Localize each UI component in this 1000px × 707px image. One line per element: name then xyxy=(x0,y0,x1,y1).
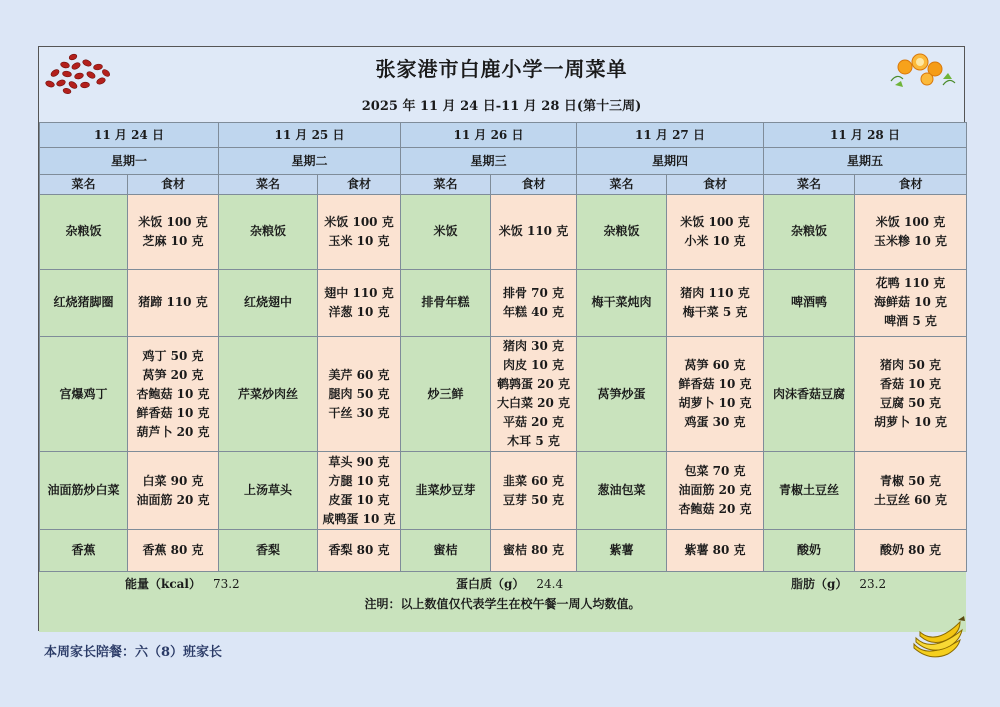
dish-cell: 红烧猪脚圈 xyxy=(40,269,128,336)
dish-cell: 米饭 xyxy=(401,195,491,269)
ingredient-item: 年糕 40 克 xyxy=(502,304,565,319)
fat-label: 脂肪（g） xyxy=(791,577,848,591)
meal-row xyxy=(40,529,967,571)
ingredient-cell xyxy=(491,452,577,529)
column-header-row xyxy=(40,175,967,195)
ingredient-item: 洋葱 10 克 xyxy=(328,304,390,319)
protein-value: 24.4 xyxy=(536,577,564,591)
ingredient-item: 猪肉 50 克 xyxy=(879,358,942,373)
dish-cell: 葱油包菜 xyxy=(577,452,667,529)
dish-cell: 香蕉 xyxy=(40,529,128,571)
date-cell: 11 月 28 日 xyxy=(764,123,967,148)
weekday-cell: 星期一 xyxy=(40,148,219,175)
ingredient-item: 豆芽 50 克 xyxy=(502,492,565,507)
ingredient-item: 米饭 100 克 xyxy=(875,214,946,229)
weekday-cell: 星期三 xyxy=(401,148,577,175)
ingredient-item: 葫芦卜 20 克 xyxy=(136,424,210,439)
dish-cell: 蜜桔 xyxy=(401,529,491,571)
ingredient-item: 肉皮 10 克 xyxy=(502,358,565,373)
weekday-cell: 星期五 xyxy=(764,148,967,175)
ingredient-item: 米饭 100 克 xyxy=(324,214,394,229)
dish-header: 菜名 xyxy=(577,175,667,195)
dish-cell: 红烧翅中 xyxy=(219,269,318,336)
ingredient-item: 花鸭 110 克 xyxy=(875,276,946,291)
ingredient-item: 韭菜 60 克 xyxy=(502,473,565,488)
ingredient-item: 啤酒 5 克 xyxy=(884,314,937,329)
ingredient-item: 猪蹄 110 克 xyxy=(138,295,208,310)
ingredient-item: 方腿 10 克 xyxy=(328,473,390,488)
ingredient-item: 大白菜 20 克 xyxy=(496,396,571,411)
meal-row xyxy=(40,195,967,269)
date-cell: 11 月 27 日 xyxy=(577,123,764,148)
dish-cell: 莴笋炒蛋 xyxy=(577,336,667,452)
parent-meal-note: 本周家长陪餐：六（8）班家长 xyxy=(44,645,223,660)
ingredient-item: 翅中 110 克 xyxy=(324,285,394,300)
ingredient-item: 米饭 100 克 xyxy=(680,214,750,229)
ingredient-item: 鸡蛋 30 克 xyxy=(684,415,746,430)
ingredient-item: 海鲜菇 10 克 xyxy=(873,295,948,310)
ingredient-item: 土豆丝 60 克 xyxy=(873,492,948,507)
ingredient-item: 香菇 10 克 xyxy=(879,377,942,392)
ingredient-item: 白菜 90 克 xyxy=(142,473,204,488)
ingredient-cell xyxy=(667,269,764,336)
ingredient-item: 平菇 20 克 xyxy=(502,415,565,430)
dish-header: 菜名 xyxy=(401,175,491,195)
dish-cell: 梅干菜炖肉 xyxy=(577,269,667,336)
meal-rows xyxy=(40,195,967,572)
ingredient-cell xyxy=(855,269,967,336)
ingredient-cell xyxy=(667,336,764,452)
ingredient-item: 胡萝卜 10 克 xyxy=(678,396,752,411)
ingredient-cell xyxy=(855,529,967,571)
ingredient-cell xyxy=(667,529,764,571)
ingredient-item: 干丝 30 克 xyxy=(328,405,390,420)
nutrition-footer xyxy=(39,572,966,632)
ingredient-cell xyxy=(128,195,219,269)
fat-stat xyxy=(791,575,886,592)
ingredient-item: 鸡丁 50 克 xyxy=(142,348,204,363)
ingredient-item: 油面筋 20 克 xyxy=(136,492,210,507)
ingredient-item: 美芹 60 克 xyxy=(328,367,390,382)
ingredient-item: 皮蛋 10 克 xyxy=(328,492,390,507)
dish-cell: 酸奶 xyxy=(764,529,855,571)
dish-cell: 油面筋炒白菜 xyxy=(40,452,128,529)
ingredient-item: 小米 10 克 xyxy=(684,233,746,248)
ingredient-cell xyxy=(491,269,577,336)
protein-label: 蛋白质（g） xyxy=(456,577,525,591)
ingredient-item: 油面筋 20 克 xyxy=(678,483,752,498)
dish-cell: 宫爆鸡丁 xyxy=(40,336,128,452)
ingredient-cell xyxy=(667,452,764,529)
dish-cell: 芹菜炒肉丝 xyxy=(219,336,318,452)
ingredient-cell xyxy=(128,529,219,571)
meal-row xyxy=(40,269,967,336)
ingredient-item: 杏鲍菇 10 克 xyxy=(136,386,210,401)
ingredient-item: 猪肉 110 克 xyxy=(680,285,750,300)
ingredient-cell xyxy=(318,452,401,529)
ingredient-header: 食材 xyxy=(318,175,401,195)
ingredient-item: 酸奶 80 克 xyxy=(879,542,942,557)
ingredient-cell xyxy=(667,195,764,269)
protein-stat xyxy=(456,575,563,592)
dish-cell: 韭菜炒豆芽 xyxy=(401,452,491,529)
ingredient-item: 玉米 10 克 xyxy=(328,233,390,248)
ingredient-cell xyxy=(491,529,577,571)
date-cell: 11 月 25 日 xyxy=(219,123,401,148)
ingredient-cell xyxy=(318,529,401,571)
dish-cell: 上汤草头 xyxy=(219,452,318,529)
ingredient-item: 咸鸭蛋 10 克 xyxy=(322,511,396,526)
weekly-menu-table xyxy=(39,122,967,572)
ingredient-cell xyxy=(855,452,967,529)
ingredient-cell xyxy=(491,336,577,452)
note-text: 注明：以上数值仅代表学生在校午餐一周人均数值。 xyxy=(364,597,641,611)
ingredient-item: 豆腐 50 克 xyxy=(879,396,942,411)
dish-cell: 排骨年糕 xyxy=(401,269,491,336)
date-cell: 11 月 26 日 xyxy=(401,123,577,148)
ingredient-item: 芝麻 10 克 xyxy=(142,233,204,248)
dish-cell: 炒三鲜 xyxy=(401,336,491,452)
ingredient-item: 猪肉 30 克 xyxy=(502,339,565,354)
ingredient-cell xyxy=(318,269,401,336)
dish-header: 菜名 xyxy=(40,175,128,195)
dish-header: 菜名 xyxy=(219,175,318,195)
ingredient-item: 玉米糁 10 克 xyxy=(873,233,948,248)
ingredient-item: 米饭 110 克 xyxy=(498,224,569,239)
ingredient-cell xyxy=(128,452,219,529)
ingredient-item: 莴笋 60 克 xyxy=(684,358,746,373)
ingredient-item: 莴笋 20 克 xyxy=(142,367,204,382)
ingredient-item: 蜜桔 80 克 xyxy=(502,542,565,557)
ingredient-item: 杏鲍菇 20 克 xyxy=(678,502,752,517)
date-cell: 11 月 24 日 xyxy=(40,123,219,148)
menu-sheet xyxy=(38,46,965,631)
ingredient-item: 鹌鹑蛋 20 克 xyxy=(496,377,571,392)
weekday-cell: 星期四 xyxy=(577,148,764,175)
ingredient-header: 食材 xyxy=(855,175,967,195)
energy-value: 73.2 xyxy=(212,577,240,591)
meal-row xyxy=(40,336,967,452)
dish-cell: 杂粮饭 xyxy=(40,195,128,269)
dish-header: 菜名 xyxy=(764,175,855,195)
ingredient-item: 鲜香菇 10 克 xyxy=(678,377,752,392)
ingredient-item: 香蕉 80 克 xyxy=(142,542,204,557)
dish-cell: 青椒土豆丝 xyxy=(764,452,855,529)
energy-label: 能量（kcal） xyxy=(125,577,201,591)
ingredient-item: 紫薯 80 克 xyxy=(684,542,746,557)
ingredient-cell xyxy=(128,336,219,452)
dish-cell: 杂粮饭 xyxy=(219,195,318,269)
dish-cell: 杂粮饭 xyxy=(577,195,667,269)
ingredient-item: 香梨 80 克 xyxy=(328,542,390,557)
ingredient-item: 腿肉 50 克 xyxy=(328,386,390,401)
dish-cell: 啤酒鸭 xyxy=(764,269,855,336)
ingredient-item: 梅干菜 5 克 xyxy=(682,304,748,319)
ingredient-item: 排骨 70 克 xyxy=(502,285,565,300)
ingredient-header: 食材 xyxy=(128,175,219,195)
dish-cell: 肉沫香菇豆腐 xyxy=(764,336,855,452)
ingredient-item: 青椒 50 克 xyxy=(879,473,942,488)
ingredient-item: 草头 90 克 xyxy=(328,454,390,469)
meal-row xyxy=(40,452,967,529)
ingredient-item: 包菜 70 克 xyxy=(684,464,746,479)
ingredient-cell xyxy=(318,195,401,269)
ingredient-header: 食材 xyxy=(667,175,764,195)
ingredient-cell xyxy=(318,336,401,452)
fat-value: 23.2 xyxy=(859,577,887,591)
date-range: 2025 年 11 月 24 日-11 月 28 日(第十三周) xyxy=(361,99,642,114)
ingredient-item: 米饭 100 克 xyxy=(138,214,208,229)
date-row xyxy=(40,123,967,148)
ingredient-cell xyxy=(128,269,219,336)
ingredient-item: 胡萝卜 10 克 xyxy=(873,415,948,430)
dish-cell: 紫薯 xyxy=(577,529,667,571)
energy-stat xyxy=(125,575,240,592)
ingredient-header: 食材 xyxy=(491,175,577,195)
ingredient-cell xyxy=(491,195,577,269)
ingredient-item: 鲜香菇 10 克 xyxy=(136,405,210,420)
ingredient-cell xyxy=(855,195,967,269)
weekday-row xyxy=(40,148,967,175)
banana-icon xyxy=(908,614,968,662)
page-title: 张家港市白鹿小学一周菜单 xyxy=(375,57,628,81)
dish-cell: 香梨 xyxy=(219,529,318,571)
ingredient-item: 木耳 5 克 xyxy=(507,434,560,449)
weekday-cell: 星期二 xyxy=(219,148,401,175)
ingredient-cell xyxy=(855,336,967,452)
dish-cell: 杂粮饭 xyxy=(764,195,855,269)
